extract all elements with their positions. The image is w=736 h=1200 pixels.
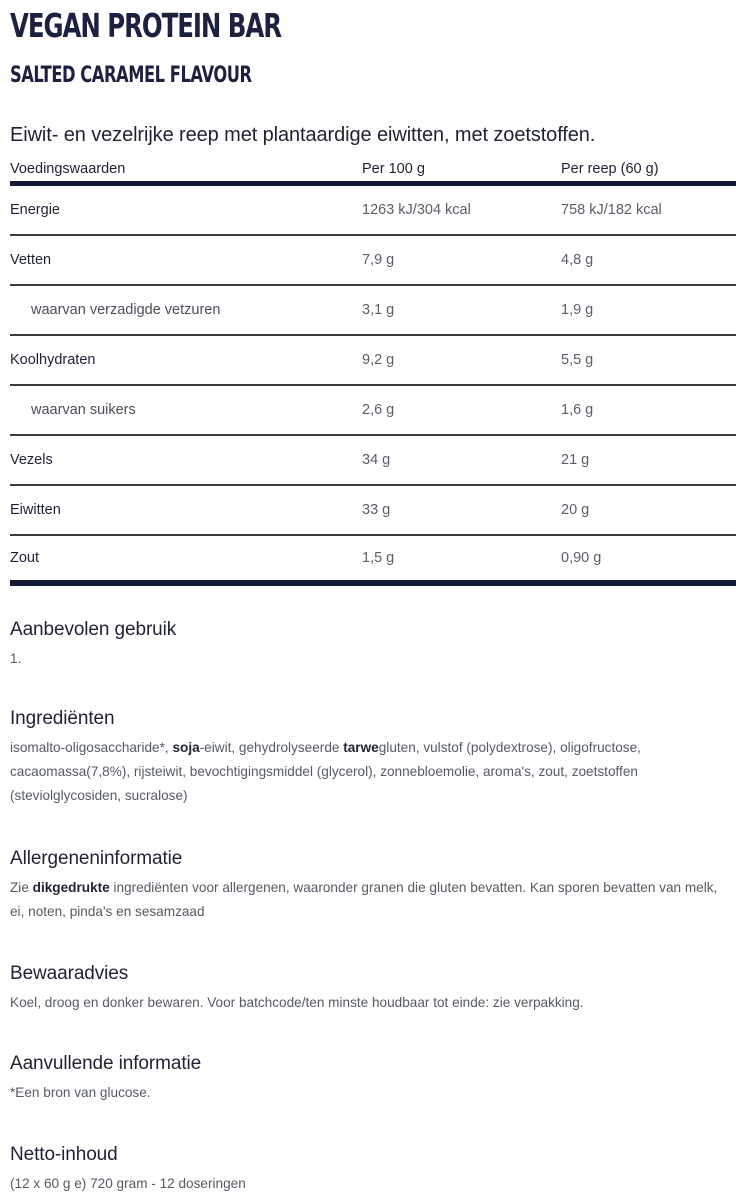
section-ingredients — [10, 706, 730, 808]
ingredient-text: -eiwit, gehydrolyseerde — [199, 740, 344, 755]
nutrient-name: Energie — [10, 202, 60, 218]
column-header-per-100g: Per 100 g — [362, 160, 425, 177]
allergens-text — [10, 876, 730, 924]
column-header-per-bar: Per reep (60 g) — [561, 160, 659, 177]
value-per-100g: 3,1 g — [362, 302, 395, 318]
table-row — [10, 336, 736, 386]
table-row — [10, 536, 736, 586]
section-net-content — [10, 1142, 730, 1196]
section-additional-info — [10, 1051, 730, 1105]
section-heading: Aanvullende informatie — [10, 1053, 202, 1074]
allergen-text: Zie — [10, 880, 33, 895]
section-text: 1. — [10, 651, 22, 666]
value-per-bar: 0,90 g — [561, 550, 602, 566]
allergen-highlight: tarwe — [343, 740, 379, 755]
section-allergens — [10, 846, 730, 924]
section-heading: Ingrediënten — [10, 708, 115, 729]
nutrition-table-header — [10, 156, 736, 186]
ingredient-text: gluten, vulstof (polydextrose), oligofructose, cacaomassa(7,8%), rijsteiwit, bevochtigingsmiddel (glycerol), zonnebloemolie, aroma's, zout, zoetstoffen (steviolglycosiden, sucralose) — [10, 740, 641, 803]
value-per-bar: 4,8 g — [561, 252, 594, 268]
nutrient-name: Vetten — [10, 252, 52, 268]
product-tagline: Eiwit- en vezelrijke reep met plantaardige eiwitten, met zoetstoffen. — [10, 124, 596, 146]
value-per-100g: 2,6 g — [362, 402, 395, 418]
value-per-bar: 20 g — [561, 502, 590, 518]
section-heading: Aanbevolen gebruik — [10, 619, 177, 640]
nutrition-table — [10, 156, 736, 586]
nutrient-name: Eiwitten — [10, 502, 61, 518]
section-text: (12 x 60 g e) 720 gram - 12 doseringen — [10, 1176, 246, 1191]
value-per-bar: 1,6 g — [561, 402, 594, 418]
table-row — [10, 386, 736, 436]
value-per-bar: 5,5 g — [561, 352, 594, 368]
value-per-100g: 1,5 g — [362, 550, 395, 566]
ingredients-text — [10, 736, 730, 808]
nutrient-name: waarvan verzadigde vetzuren — [31, 302, 221, 318]
section-usage — [10, 617, 730, 671]
product-title: VEGAN PROTEIN BAR — [10, 6, 282, 45]
allergen-text: ingrediënten voor allergenen, waaronder granen die gluten bevatten. Kan sporen bevatten van melk, ei, noten, pinda's en sesamzaad — [10, 880, 718, 919]
nutrient-name: Zout — [10, 550, 40, 566]
bold-term: dikgedrukte — [32, 880, 110, 895]
table-row — [10, 286, 736, 336]
table-row — [10, 236, 736, 286]
section-text: Koel, droog en donker bewaren. Voor batchcode/ten minste houdbaar tot einde: zie verpakking. — [10, 995, 584, 1010]
value-per-100g: 1263 kJ/304 kcal — [362, 202, 471, 218]
value-per-100g: 33 g — [362, 502, 391, 518]
column-header-nutrient: Voedingswaarden — [10, 160, 126, 177]
value-per-100g: 9,2 g — [362, 352, 395, 368]
table-row — [10, 436, 736, 486]
value-per-bar: 21 g — [561, 452, 590, 468]
nutrient-name: waarvan suikers — [31, 402, 136, 418]
nutrient-name: Koolhydraten — [10, 352, 96, 368]
table-row — [10, 186, 736, 236]
value-per-bar: 758 kJ/182 kcal — [561, 202, 662, 218]
section-heading: Netto-inhoud — [10, 1144, 118, 1165]
table-row — [10, 486, 736, 536]
section-heading: Bewaaradvies — [10, 963, 129, 984]
product-flavour: SALTED CARAMEL FLAVOUR — [10, 63, 252, 88]
value-per-100g: 34 g — [362, 452, 391, 468]
allergen-highlight: soja — [172, 740, 200, 755]
ingredient-text: isomalto-oligosaccharide*, — [10, 740, 173, 755]
value-per-100g: 7,9 g — [362, 252, 395, 268]
nutrient-name: Vezels — [10, 452, 53, 468]
value-per-bar: 1,9 g — [561, 302, 594, 318]
section-storage — [10, 961, 730, 1015]
section-heading: Allergeneninformatie — [10, 848, 183, 869]
section-text: *Een bron van glucose. — [10, 1085, 151, 1100]
